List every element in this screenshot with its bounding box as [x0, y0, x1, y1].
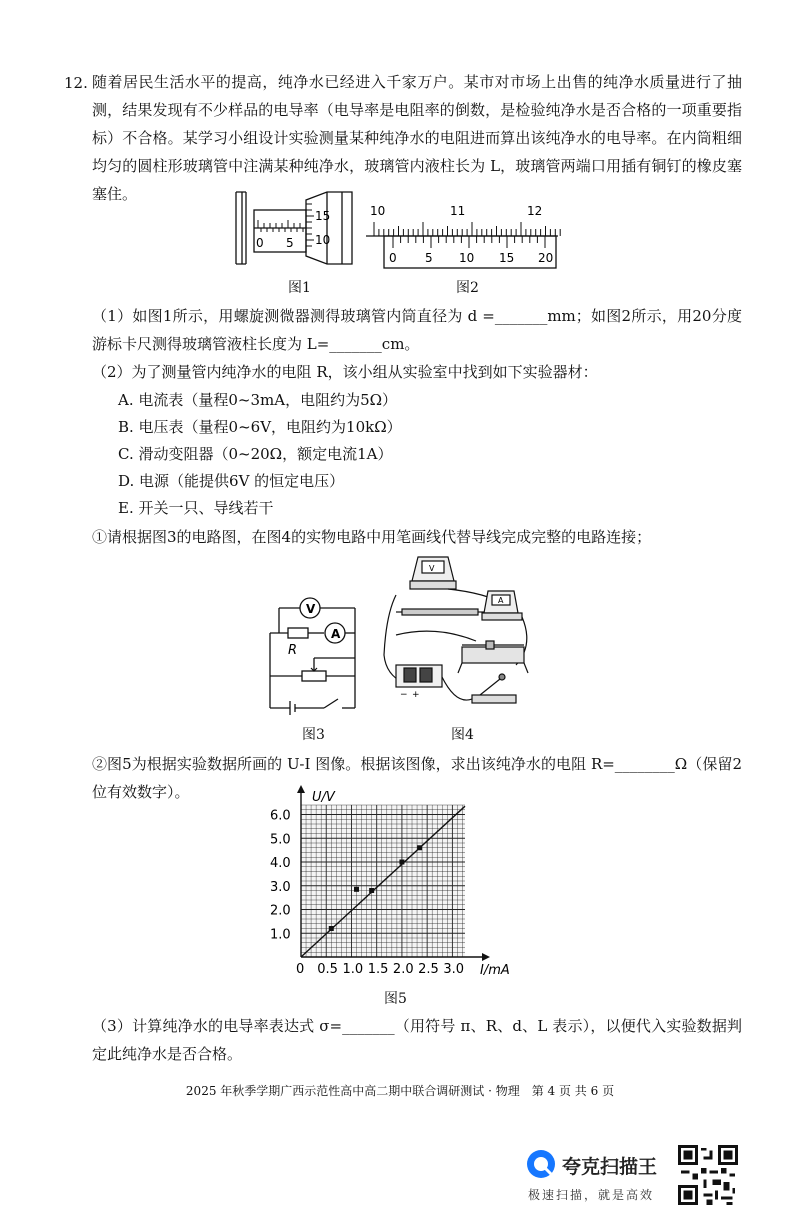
option-d: D. 电源（能提供6V 的恒定电压）: [118, 472, 345, 490]
y-tick-label: 6.0: [270, 808, 291, 824]
caliper-main-label-11: 11: [450, 204, 466, 218]
micrometer-main-label-0: 0: [256, 236, 264, 250]
option-b: B. 电压表（量程0~6V，电阻约为10kΩ）: [118, 418, 402, 436]
svg-text:+: +: [412, 690, 420, 700]
physical-voltmeter-label: V: [429, 564, 435, 573]
caliper-vernier-label-20: 20: [538, 251, 554, 265]
micrometer-thimble-label-10: 10: [315, 233, 331, 247]
data-point: [354, 887, 359, 892]
task1-text: ①请根据图3的电路图，在图4的实物电路中用笔画线代替导线完成完整的电路连接；: [92, 528, 652, 546]
svg-text:−: −: [400, 690, 408, 700]
page-footer: 2025 年秋季学期广西示范性高中高二期中联合调研测试 · 物理 第 4 页 共 6 页: [185, 1084, 615, 1098]
question-intro: 随着居民生活水平的提高，纯净水已经进入千家万户。某市对市场上出售的纯净水质量进行了抽测，结果发现有不少样品的电导率（电导率是电阻率的倒数，是检验纯净水是否合格的一项重要指标）不合格。某学习小组设计实验测量某种纯净水的电阻进而算出该纯净水的电导率。在内筒粗细均匀的圆柱形玻璃管中注满某种纯净水，玻璃管内液柱长为 L，玻璃管两端口用插有铜钉的橡皮塞塞住。: [92, 73, 742, 203]
chart-xlabel: I/mA: [480, 963, 510, 978]
watermark-title: 夸克扫描王: [562, 1156, 658, 1178]
caliper-vernier-label-5: 5: [425, 251, 433, 265]
voltmeter-symbol: V: [306, 602, 316, 616]
x-tick-label: 0: [296, 962, 305, 977]
option-e: E. 开关一只、导线若干: [118, 499, 274, 517]
physical-circuit-figure: [376, 555, 536, 720]
option-c: C. 滑动变阻器（0~20Ω，额定电流1A）: [118, 445, 393, 463]
caliper-vernier-label-0: 0: [389, 251, 397, 265]
watermark-subtitle: 极速扫描，就是高效: [528, 1188, 655, 1202]
data-point: [399, 860, 404, 865]
micrometer-thimble-label-15: 15: [315, 209, 331, 223]
caliper-vernier-label-10: 10: [459, 251, 475, 265]
qr-code-icon: [678, 1145, 738, 1205]
x-axis-arrow: [482, 953, 490, 961]
data-point: [329, 926, 334, 931]
y-tick-label: 3.0: [270, 879, 291, 895]
data-point: [369, 888, 374, 893]
circuit-diagram: [262, 588, 372, 718]
x-tick-label: 1.5: [367, 962, 389, 977]
x-tick-label: 3.0: [443, 962, 465, 977]
option-a: A. 电流表（量程0~3mA，电阻约为5Ω）: [118, 391, 398, 409]
caliper-main-label-10: 10: [370, 204, 386, 218]
part2-intro: （2）为了测量管内纯净水的电阻 R，该小组从实验室中找到如下实验器材：: [92, 363, 598, 381]
chart-ylabel: U/V: [312, 790, 335, 805]
fig2-caption: 图2: [456, 280, 479, 296]
y-tick-label: 1.0: [270, 927, 291, 943]
task2-text: ②图5为根据实验数据所画的 U-I 图像。根据该图像，求出该纯净水的电阻 R=________Ω（保留2位有效数字）。: [92, 755, 742, 801]
question-number: 12.: [64, 74, 88, 92]
x-tick-label: 2.0: [392, 962, 414, 977]
fig4-caption: 图4: [451, 727, 474, 743]
x-tick-label: 1.0: [342, 962, 364, 977]
resistor-label: R: [288, 643, 298, 658]
ammeter-symbol: A: [331, 627, 341, 641]
micrometer-figure: [232, 190, 362, 270]
fig5-caption: 图5: [384, 991, 407, 1007]
physical-ammeter-label: A: [498, 596, 504, 605]
part3-text: （3）计算纯净水的电导率表达式 σ=_______（用符号 π、R、d、L 表示），以便代入实验数据判定此纯净水是否合格。: [92, 1017, 742, 1063]
data-point: [417, 845, 422, 850]
caliper-main-label-12: 12: [527, 204, 543, 218]
scanner-logo-icon: [525, 1148, 557, 1180]
caliper-figure: [362, 200, 562, 272]
fig1-caption: 图1: [288, 280, 311, 296]
y-axis-arrow: [297, 785, 305, 793]
fig3-caption: 图3: [302, 727, 325, 743]
caliper-vernier-label-15: 15: [499, 251, 515, 265]
y-tick-label: 2.0: [270, 903, 291, 919]
ui-chart: [268, 785, 530, 985]
x-tick-label: 2.5: [418, 962, 439, 977]
x-tick-label: 0.5: [317, 962, 338, 977]
part1-text: （1）如图1所示，用螺旋测微器测得玻璃管内筒直径为 d =_______mm；如图2所示，用20分度游标卡尺测得玻璃管液柱长度为 L=_______cm。: [92, 307, 742, 353]
y-tick-label: 4.0: [270, 856, 291, 871]
y-tick-label: 5.0: [270, 832, 291, 848]
micrometer-main-label-5: 5: [286, 236, 294, 250]
